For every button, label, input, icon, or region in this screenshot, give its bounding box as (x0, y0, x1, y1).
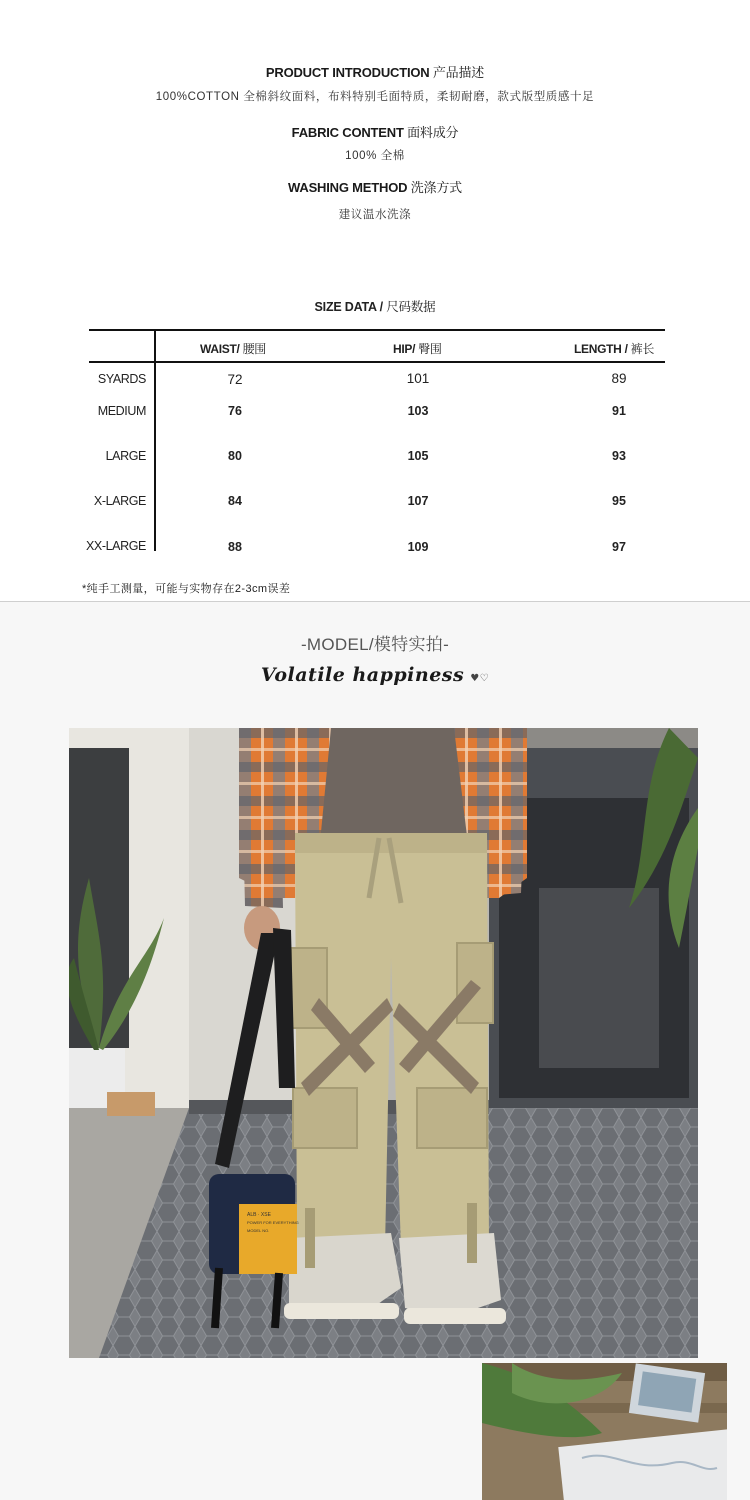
cell-length: 93 (612, 449, 626, 463)
size-title-en: SIZE DATA / (314, 300, 383, 314)
row-label: X-LARGE (93, 494, 146, 508)
bag-label-line3: MODEL NO. (247, 1228, 270, 1233)
washing-method-heading (0, 177, 750, 196)
col-zh: 臀围 (418, 342, 442, 356)
table-top-rule (89, 329, 665, 331)
heading-zh: 洗涤方式 (410, 180, 462, 195)
column-header-waist (200, 340, 266, 357)
cell-hip: 105 (407, 449, 429, 463)
lifestyle-photo (482, 1363, 727, 1500)
fabric-content-heading (0, 122, 750, 141)
table-label-divider (154, 329, 156, 551)
size-title-zh: 尺码数据 (386, 300, 436, 314)
size-data-title (0, 297, 750, 315)
row-label: MEDIUM (97, 404, 146, 418)
model-photo (69, 728, 698, 1358)
cell-waist: 72 (227, 372, 243, 387)
heading-zh: 面料成分 (407, 125, 459, 140)
cell-waist: 88 (228, 540, 242, 554)
col-zh: 裤长 (630, 342, 655, 356)
fabric-content-text: 100% 全棉 (345, 150, 405, 162)
cell-hip: 107 (407, 494, 429, 508)
model-title: -MODEL/模特实拍- (300, 635, 450, 654)
heading-en: FABRIC CONTENT (291, 125, 404, 140)
product-introduction-text: 100%COTTON 全棉斜纹面料，布料特别毛面特质，柔韧耐磨，款式版型质感十足 (155, 91, 595, 103)
cell-length: 97 (612, 540, 626, 554)
product-info-section (0, 0, 750, 602)
bag-label-line1: ALB · XSE (247, 1212, 271, 1218)
cell-waist: 80 (228, 449, 242, 463)
heading-zh: 产品描述 (432, 65, 485, 80)
cell-waist: 84 (228, 494, 242, 508)
cell-length: 91 (612, 404, 626, 418)
row-label: SYARDS (97, 372, 146, 386)
row-label: XX-LARGE (85, 539, 146, 553)
script-tagline (0, 664, 750, 686)
cell-hip: 103 (407, 404, 429, 418)
cell-hip: 109 (407, 540, 429, 554)
col-en: HIP/ (393, 342, 416, 356)
col-zh: 腰围 (242, 342, 266, 356)
measurement-note: *纯手工测量，可能与实物存在2-3cm误差 (82, 583, 291, 595)
cell-waist: 76 (228, 404, 242, 418)
col-en: WAIST/ (200, 342, 240, 356)
col-en: LENGTH / (574, 342, 628, 356)
column-header-length (574, 340, 654, 357)
heading-en: WASHING METHOD (288, 180, 408, 195)
washing-method-text: 建议温水洗涤 (338, 209, 412, 221)
cell-length: 89 (611, 371, 627, 386)
script-text: Volatile happiness (260, 664, 465, 686)
hearts-icon: ♥♡ (470, 673, 490, 684)
cell-length: 95 (612, 494, 626, 508)
cell-hip: 101 (406, 371, 430, 386)
table-header-rule (89, 361, 665, 363)
bag-label-line2: POWER FOR EVERYTHING (247, 1220, 299, 1225)
product-introduction-heading (0, 62, 750, 81)
row-label: LARGE (105, 449, 146, 463)
column-header-hip (393, 340, 442, 357)
heading-en: PRODUCT INTRODUCTION (265, 65, 430, 80)
